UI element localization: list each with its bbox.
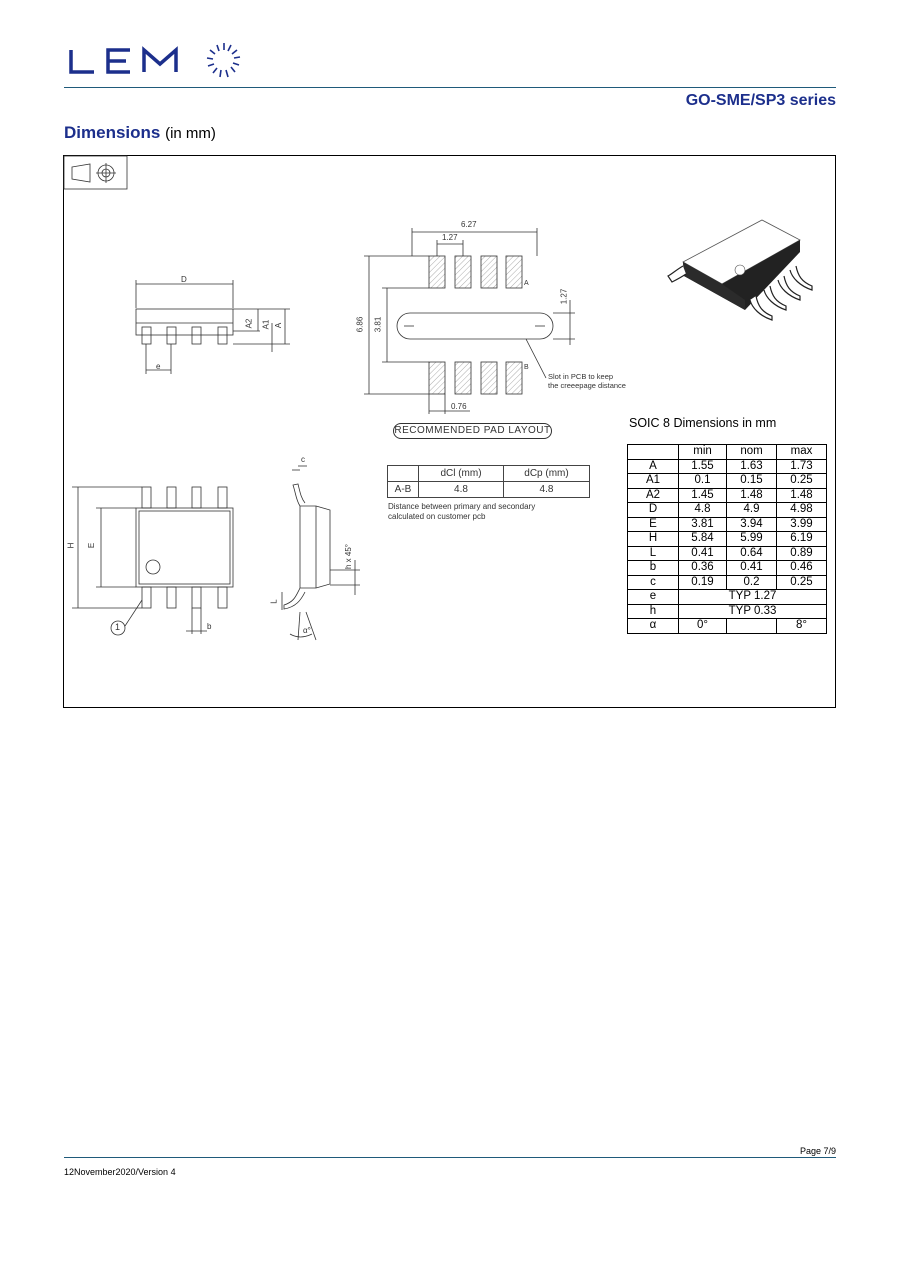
table-cell: 1.73 (777, 459, 827, 474)
table-cell: 0.41 (727, 561, 777, 576)
creepage-note-line2: calculated on customer pcb (388, 512, 486, 521)
footer-rule (64, 1157, 836, 1158)
table-row (628, 604, 827, 619)
creepage-cell: 4.8 (419, 482, 504, 498)
creepage-note-line1: Distance between primary and secondary (388, 502, 536, 511)
table-cell: 0.41 (679, 546, 727, 561)
series-title: GO-SME/SP3 series (685, 92, 836, 109)
table-cell: H (628, 532, 679, 547)
slot-note-line1: Slot in PCB to keep (548, 372, 614, 381)
creepage-cell: 4.8 (504, 482, 590, 498)
table-cell: 0.1 (679, 474, 727, 489)
page-number: Page 7/9 (799, 1146, 836, 1156)
table-header: nom (727, 445, 777, 460)
table-header: max (777, 445, 827, 460)
slot-note (548, 372, 626, 390)
table-cell: 5.99 (727, 532, 777, 547)
table-cell: 5.84 (679, 532, 727, 547)
table-cell: 0.25 (777, 474, 827, 489)
table-cell: 0.2 (727, 575, 777, 590)
table-cell: 4.8 (679, 503, 727, 518)
dim-label-e: e (156, 362, 161, 371)
creepage-header-row (388, 466, 590, 482)
table-cell: A2 (628, 488, 679, 503)
table-cell: 3.94 (727, 517, 777, 532)
soic-table-title: SOIC 8 Dimensions in mm (629, 416, 777, 430)
creepage-header-blank (388, 466, 419, 482)
table-cell: 3.99 (777, 517, 827, 532)
version-text: 12November2020/Version 4 (64, 1167, 176, 1177)
pin1-label: 1 (115, 622, 121, 632)
dim-label-H: H (66, 542, 76, 549)
table-row (628, 532, 827, 547)
creepage-table (387, 465, 590, 498)
table-row (628, 488, 827, 503)
dim-label-L: L (269, 599, 279, 604)
table-cell: 1.48 (777, 488, 827, 503)
table-cell: 4.98 (777, 503, 827, 518)
pad-dim-127-right: 1.27 (559, 288, 569, 305)
package-3d-icon (668, 220, 812, 320)
table-row (628, 575, 827, 590)
table-cell: 1.48 (727, 488, 777, 503)
table-cell: c (628, 575, 679, 590)
projection-symbol-icon (64, 156, 127, 189)
dim-label-b: b (207, 622, 212, 631)
table-cell: α (628, 619, 679, 634)
dim-label-alpha: α° (303, 626, 311, 635)
table-row (628, 517, 827, 532)
pad-dim-381: 3.81 (373, 316, 383, 333)
table-cell: b (628, 561, 679, 576)
table-header: min (679, 445, 727, 460)
table-cell: 6.19 (777, 532, 827, 547)
creepage-note (388, 502, 535, 522)
slot-note-line2: the creeepage distance (548, 381, 626, 390)
table-cell: 1.63 (727, 459, 777, 474)
table-header-row (628, 445, 827, 460)
creepage-header-dcl: dCl (mm) (419, 466, 504, 482)
table-cell: TYP 0.33 (679, 604, 827, 619)
creepage-cell: A-B (388, 482, 419, 498)
table-cell: 1.45 (679, 488, 727, 503)
table-cell: TYP 1.27 (679, 590, 827, 605)
creepage-row (388, 482, 590, 498)
dim-label-D: D (181, 275, 187, 284)
dim-label-h45: h x 45° (344, 544, 353, 569)
pad-dim-127-top: 1.27 (442, 233, 458, 242)
section-unit: (in mm) (165, 125, 216, 142)
pad-marker-A: A (524, 280, 529, 287)
front-view (72, 487, 233, 635)
creepage-header-dcp: dCp (mm) (504, 466, 590, 482)
table-row (628, 503, 827, 518)
table-cell: 0.19 (679, 575, 727, 590)
table-header (628, 445, 679, 460)
dim-label-E: E (87, 542, 97, 549)
table-cell (727, 619, 777, 634)
dim-label-A1: A1 (261, 319, 271, 330)
table-cell: 0.64 (727, 546, 777, 561)
table-cell: 0° (679, 619, 727, 634)
table-row (628, 561, 827, 576)
dim-label-A2: A2 (244, 318, 254, 329)
table-cell: A (628, 459, 679, 474)
pad-layout (364, 228, 575, 414)
table-cell: 4.9 (727, 503, 777, 518)
table-cell: 8° (777, 619, 827, 634)
table-cell: 0.15 (727, 474, 777, 489)
table-row (628, 546, 827, 561)
table-cell: e (628, 590, 679, 605)
section-title-text: Dimensions (64, 123, 161, 142)
pad-dim-627: 6.27 (461, 220, 477, 229)
table-cell: 1.55 (679, 459, 727, 474)
pad-dim-076: 0.76 (451, 402, 467, 411)
table-cell: E (628, 517, 679, 532)
table-cell: L (628, 546, 679, 561)
table-row (628, 459, 827, 474)
table-row (628, 590, 827, 605)
soic-dimension-table (627, 444, 827, 634)
table-cell: D (628, 503, 679, 518)
dim-label-A: A (274, 322, 284, 329)
table-cell: A1 (628, 474, 679, 489)
table-cell: 0.25 (777, 575, 827, 590)
table-cell: 0.46 (777, 561, 827, 576)
table-cell: 3.81 (679, 517, 727, 532)
table-cell: 0.89 (777, 546, 827, 561)
table-cell: h (628, 604, 679, 619)
dim-label-c: c (301, 455, 305, 464)
pad-layout-label: RECOMMENDED PAD LAYOUT (393, 423, 552, 439)
table-row (628, 474, 827, 489)
pad-dim-686: 6.86 (355, 316, 365, 333)
table-cell: 0.36 (679, 561, 727, 576)
table-row (628, 619, 827, 634)
pad-marker-B: B (524, 364, 529, 371)
